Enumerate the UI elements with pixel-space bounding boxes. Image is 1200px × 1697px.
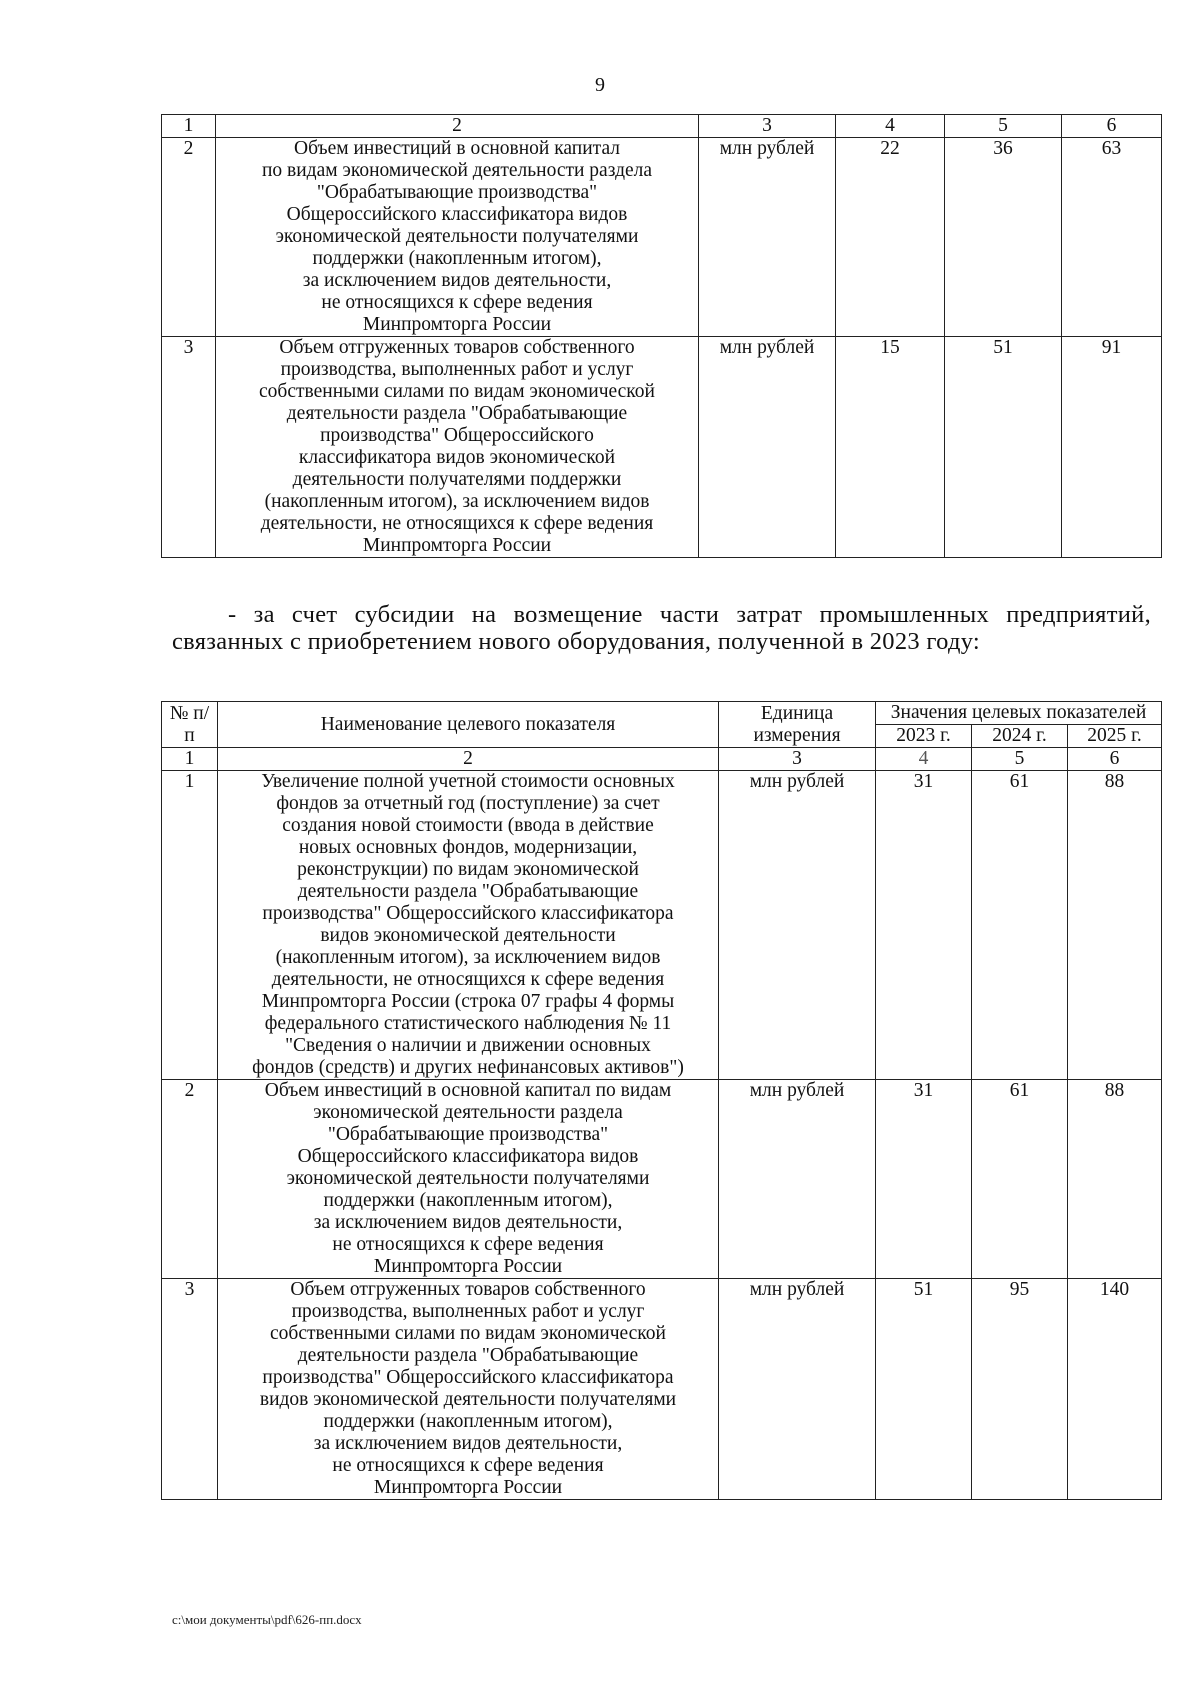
indicator-name-line: собственными силами по видам экономической <box>259 381 655 402</box>
indicator-name <box>218 771 719 1080</box>
indicator-name-line: "Сведения о наличии и движении основных <box>285 1035 651 1056</box>
table-row <box>162 337 1162 558</box>
indicator-name-line: Объем инвестиций в основной капитал по видам <box>264 1080 672 1101</box>
indicator-name-line: создания новой стоимости (ввода в действие <box>282 815 654 836</box>
indicator-name-line: (накопленным итогом), за исключением видов <box>275 947 661 968</box>
indicator-name <box>216 138 699 337</box>
header-name: Наименование целевого показателя <box>218 702 719 748</box>
indicator-name-line: за исключением видов деятельности, <box>313 1212 623 1233</box>
value-2025: 140 <box>1068 1279 1162 1500</box>
indicator-name-line: Объем отгруженных товаров собственного <box>290 1279 646 1300</box>
file-path-footer: c:\мои документы\pdf\626-пп.docx <box>172 1612 362 1627</box>
table-row <box>162 1080 1162 1279</box>
indicator-name-line: производства" Общероссийского <box>320 425 594 446</box>
indicator-name-line: видов экономической деятельности получателями <box>259 1389 677 1410</box>
indicator-name-line: классификатора видов экономической <box>298 447 616 468</box>
page-number: 9 <box>595 74 605 96</box>
table-row <box>162 771 1162 1080</box>
col-number: 3 <box>699 115 836 138</box>
indicator-name-line: производства, выполненных работ и услуг <box>280 359 634 380</box>
indicator-name-line: не относящихся к сфере ведения <box>332 1455 604 1476</box>
unit-cell: млн рублей <box>719 1080 876 1279</box>
indicator-name-line: Минпромторга России <box>362 535 552 556</box>
indicator-name <box>218 1279 719 1500</box>
indicator-name-line: деятельности получателями поддержки <box>292 469 622 490</box>
unit-cell: млн рублей <box>699 138 836 337</box>
indicator-name <box>216 337 699 558</box>
indicator-name-line: (накопленным итогом), за исключением видов <box>264 491 650 512</box>
col-number: 1 <box>162 748 218 771</box>
indicator-name-line: деятельности раздела "Обрабатывающие <box>297 881 639 902</box>
value-2025: 91 <box>1062 337 1162 558</box>
indicator-name-line: деятельности, не относящихся к сфере ведения <box>260 513 654 534</box>
value-2025: 63 <box>1062 138 1162 337</box>
indicator-name-line: реконструкции) по видам экономической <box>297 859 639 880</box>
indicator-name-line: за исключением видов деятельности, <box>302 270 612 291</box>
indicators-table-continued <box>161 114 1162 558</box>
header-year-2024: 2024 г. <box>972 725 1068 748</box>
row-number: 2 <box>162 138 216 337</box>
indicator-name-line: Минпромторга России <box>373 1477 563 1498</box>
table-row <box>162 1279 1162 1500</box>
indicator-name-line: собственными силами по видам экономической <box>270 1323 666 1344</box>
indicator-name-line: видов экономической деятельности <box>320 925 616 946</box>
header-values-group: Значения целевых показателей <box>876 702 1162 725</box>
column-numbers-row <box>162 748 1162 771</box>
row-number: 3 <box>162 1279 218 1500</box>
subsidy-paragraph: - за счет субсидии на возмещение части затрат промышленных предприятий, связанных с приобретением нового оборудования, полученной в 2023 году: <box>172 601 1151 655</box>
col-number: 5 <box>972 748 1068 771</box>
indicator-name-line: не относящихся к сфере ведения <box>332 1234 604 1255</box>
indicator-name-line: Объем инвестиций в основной капитал <box>294 138 620 159</box>
indicators-table-new-equipment <box>161 701 1162 1500</box>
unit-cell: млн рублей <box>699 337 836 558</box>
indicator-name-line: деятельности раздела "Обрабатывающие <box>286 403 628 424</box>
header-year-2025: 2025 г. <box>1068 725 1162 748</box>
header-year-2023: 2023 г. <box>876 725 972 748</box>
indicator-name-line: Минпромторга России <box>362 314 552 335</box>
row-number: 2 <box>162 1080 218 1279</box>
col-number: 2 <box>218 748 719 771</box>
column-numbers-row <box>162 115 1162 138</box>
indicator-name <box>218 1080 719 1279</box>
col-number: 6 <box>1062 115 1162 138</box>
indicator-name-line: Общероссийского классификатора видов <box>297 1146 639 1167</box>
indicator-name-line: экономической деятельности получателями <box>286 1168 650 1189</box>
value-2024: 61 <box>972 1080 1068 1279</box>
unit-cell: млн рублей <box>719 1279 876 1500</box>
indicator-name-line: Объем отгруженных товаров собственного <box>279 337 635 358</box>
value-2024: 95 <box>972 1279 1068 1500</box>
indicator-name-line: федерального статистического наблюдения № 11 <box>264 1013 672 1034</box>
indicator-name-line: поддержки (накопленным итогом), <box>323 1190 613 1211</box>
indicator-name-line: деятельности, не относящихся к сфере ведения <box>271 969 665 990</box>
row-number: 3 <box>162 337 216 558</box>
indicator-name-line: экономической деятельности раздела <box>313 1102 623 1123</box>
indicator-name-line: производства" Общероссийского классификатора <box>262 1367 674 1388</box>
value-2023: 31 <box>876 771 972 1080</box>
indicator-name-line: по видам экономической деятельности раздела <box>261 160 653 181</box>
indicator-name-line: за исключением видов деятельности, <box>313 1433 623 1454</box>
value-2024: 36 <box>945 138 1062 337</box>
indicator-name-line: Минпромторга России (строка 07 графы 4 формы <box>261 991 675 1012</box>
value-2023: 22 <box>836 138 945 337</box>
indicator-name-line: Общероссийского классификатора видов <box>286 204 628 225</box>
indicator-name-line: поддержки (накопленным итогом), <box>312 248 602 269</box>
row-number: 1 <box>162 771 218 1080</box>
indicator-name-line: не относящихся к сфере ведения <box>321 292 593 313</box>
value-2025: 88 <box>1068 771 1162 1080</box>
value-2024: 61 <box>972 771 1068 1080</box>
col-number: 4 <box>836 115 945 138</box>
value-2024: 51 <box>945 337 1062 558</box>
header-num: № п/п <box>162 702 218 748</box>
indicator-name-line: экономической деятельности получателями <box>275 226 639 247</box>
header-row <box>162 702 1162 725</box>
col-number: 1 <box>162 115 216 138</box>
table-row <box>162 138 1162 337</box>
indicator-name-line: "Обрабатывающие производства" <box>327 1124 609 1145</box>
indicator-name-line: фондов (средств) и других нефинансовых активов") <box>252 1057 684 1078</box>
col-number: 4 <box>876 748 972 771</box>
indicator-name-line: поддержки (накопленным итогом), <box>323 1411 613 1432</box>
indicator-name-line: производства" Общероссийского классификатора <box>262 903 674 924</box>
indicator-name-line: Минпромторга России <box>373 1256 563 1277</box>
indicator-name-line: деятельности раздела "Обрабатывающие <box>297 1345 639 1366</box>
value-2023: 31 <box>876 1080 972 1279</box>
value-2025: 88 <box>1068 1080 1162 1279</box>
col-number: 5 <box>945 115 1062 138</box>
col-number: 3 <box>719 748 876 771</box>
indicator-name-line: Увеличение полной учетной стоимости основных <box>261 771 675 792</box>
col-number: 2 <box>216 115 699 138</box>
value-2023: 51 <box>876 1279 972 1500</box>
indicator-name-line: производства, выполненных работ и услуг <box>291 1301 645 1322</box>
unit-cell: млн рублей <box>719 771 876 1080</box>
indicator-name-line: "Обрабатывающие производства" <box>316 182 598 203</box>
indicator-name-line: новых основных фондов, модернизации, <box>298 837 638 858</box>
header-unit: Единица измерения <box>719 702 876 748</box>
indicator-name-line: фондов за отчетный год (поступление) за счет <box>276 793 660 814</box>
value-2023: 15 <box>836 337 945 558</box>
col-number: 6 <box>1068 748 1162 771</box>
